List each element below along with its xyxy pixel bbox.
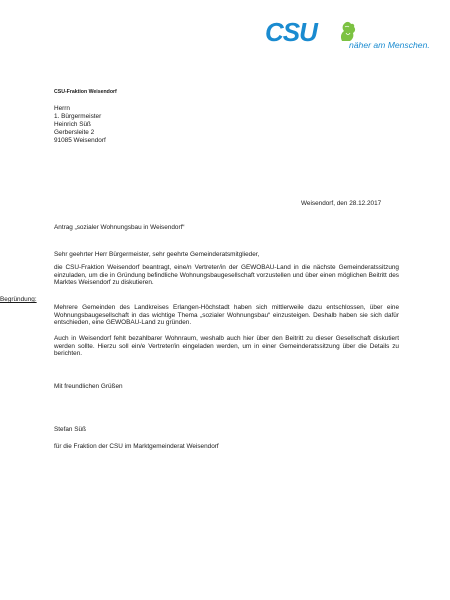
recipient-line-city: 91085 Weisendorf [54, 137, 106, 144]
recipient-line-title: 1. Bürgermeister [54, 113, 102, 120]
salutation: Sehr geehrter Herr Bürgermeister, sehr geehrte Gemeinderatsmitglieder, [54, 251, 260, 258]
recipient-line-salutation: Herrn [54, 105, 70, 112]
logo-wordmark: CSU [265, 17, 317, 47]
reason-heading: Begründung: [0, 296, 37, 303]
signer-role: für die Fraktion der CSU im Marktgemeinderat Weisendorf [54, 443, 219, 450]
recipient-address [54, 105, 106, 145]
body-paragraph-reason: Mehrere Gemeinden des Landkreises Erlangen-Höchstadt haben sich mittlerweile dazu entschlossen, über eine Wohnungsbaugesellschaft in das wichtige Thema „sozialer Wohnungsbau“ einzusteigen. Deshalb haben sie sich dafür entschieden, eine GEWOBAU-Land zu gründen. [54, 304, 399, 327]
sender-line: CSU-Fraktion Weisendorf [54, 89, 117, 95]
signer-name: Stefan Süß [54, 426, 86, 433]
body-paragraph-weisendorf: Auch in Weisendorf fehlt bezahlbarer Wohnraum, weshalb auch hier über den Beitritt zu dieser Gesellschaft diskutiert werden sollte. Hierzu soll ein/e Vertreter/in eingeladen werden, um in einer Gemeinderatssitzung über die Details zu berichten. [54, 335, 399, 358]
recipient-line-name: Heinrich Süß [54, 121, 91, 128]
logo-tagline: näher am Menschen. [349, 40, 430, 50]
closing-phrase: Mit freundlichen Grüßen [54, 383, 123, 390]
body-paragraph-request: die CSU-Fraktion Weisendorf beantragt, eine/n Vertreter/in der GEWOBAU-Land in die nächste Gemeinderatssitzung einzuladen, um die in Gründung befindliche Wohnungsbaugesellschaft vorzustellen und über einen möglichen Beitritt des Marktes Weisendorf zu diskutieren. [54, 264, 399, 287]
subject-line: Antrag „sozialer Wohnungsbau in Weisendorf“ [54, 224, 185, 231]
date-line: Weisendorf, den 28.12.2017 [301, 200, 382, 207]
csu-logo [263, 16, 430, 54]
recipient-line-street: Gerbersleite 2 [54, 129, 95, 136]
